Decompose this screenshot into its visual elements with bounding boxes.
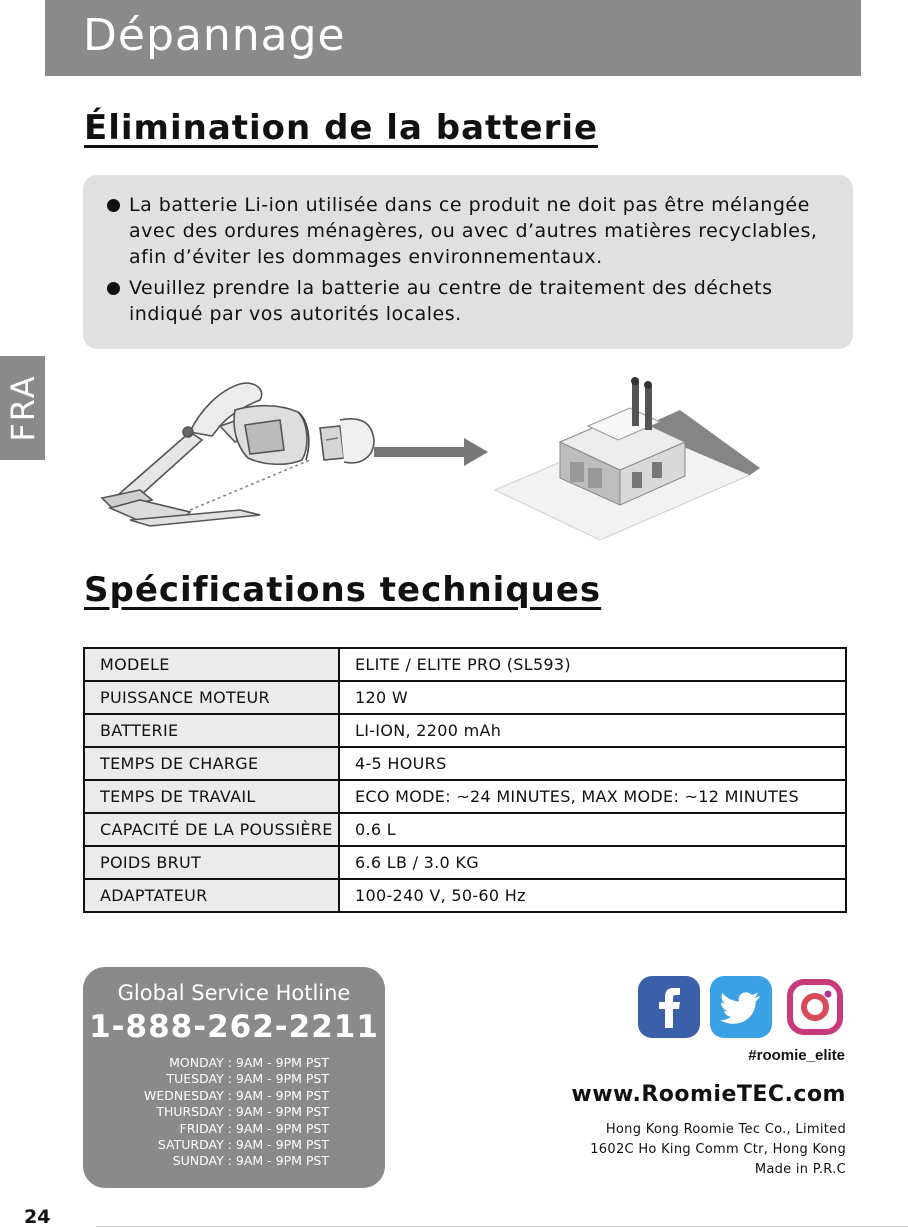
spec-value: 120 W [339, 681, 846, 714]
page-header-bar [45, 0, 861, 76]
language-tab [0, 356, 45, 460]
hotline-phone-number[interactable]: 1-888-262-2211 [89, 1009, 379, 1045]
table-row [84, 879, 846, 912]
hotline-title: Global Service Hotline [117, 981, 351, 1005]
language-tab-label: FRA [3, 374, 42, 442]
battery-section-title: Élimination de la batterie [84, 108, 599, 148]
table-row [84, 846, 846, 879]
hours-line: MONDAY : 9AM - 9PM PST [169, 1055, 329, 1070]
spec-value: 100-240 V, 50-60 Hz [339, 879, 846, 912]
battery-bullet-list [83, 175, 853, 327]
hours-line: THURSDAY : 9AM - 9PM PST [156, 1104, 329, 1120]
address-line: Made in P.R.C [754, 1162, 846, 1177]
spec-value: 0.6 L [339, 813, 846, 846]
battery-info-box [83, 175, 853, 349]
website-link[interactable]: www.RoomieTEC.com [571, 1082, 846, 1107]
bullet-dot-icon [107, 199, 120, 212]
hours-line: TUESDAY : 9AM - 9PM PST [166, 1071, 329, 1087]
hours-line: FRIDAY : 9AM - 9PM PST [179, 1120, 329, 1136]
spec-label: POIDS BRUT [84, 846, 339, 879]
hours-line: WEDNESDAY : 9AM - 9PM PST [144, 1087, 329, 1103]
spec-label: CAPACITÉ DE LA POUSSIÈRE [84, 813, 339, 846]
table-row [84, 714, 846, 747]
hotline-hours [144, 1055, 329, 1170]
page-number: 24 [24, 1206, 51, 1228]
hours-line: SUNDAY : 9AM - 9PM PST [172, 1153, 329, 1169]
bullet-dot-icon [107, 282, 120, 295]
bullet-text: Veuillez prendre la batterie au centre de traitement des déchets indiqué par vos autorités locales. [129, 277, 773, 325]
table-row [84, 780, 846, 813]
battery-bullet-2 [107, 275, 833, 327]
company-address [590, 1120, 846, 1180]
vacuum-battery-removal-illustration [102, 383, 374, 526]
address-line: Hong Kong Roomie Tec Co., Limited [605, 1122, 846, 1137]
table-row [84, 681, 846, 714]
specs-section-title: Spécifications techniques [84, 570, 602, 610]
spec-label: ADAPTATEUR [84, 879, 339, 912]
hashtag: #roomie_elite [748, 1047, 845, 1064]
specs-table [83, 647, 847, 913]
service-hotline-card [83, 967, 385, 1188]
spec-label: MODELE [84, 648, 339, 681]
arrow-right-icon [374, 438, 488, 466]
page-title: Dépannage [83, 10, 346, 61]
spec-label: TEMPS DE TRAVAIL [84, 780, 339, 813]
twitter-icon[interactable] [710, 976, 772, 1038]
battery-bullet-1 [107, 192, 833, 270]
waste-treatment-plant-illustration [495, 377, 760, 540]
table-row [84, 648, 846, 681]
table-row [84, 747, 846, 780]
spec-label: BATTERIE [84, 714, 339, 747]
table-row [84, 813, 846, 846]
spec-value: ECO MODE: ~24 MINUTES, MAX MODE: ~12 MINUTES [339, 780, 846, 813]
spec-value: LI-ION, 2200 mAh [339, 714, 846, 747]
spec-value: ELITE / ELITE PRO (SL593) [339, 648, 846, 681]
spec-label: TEMPS DE CHARGE [84, 747, 339, 780]
instagram-icon[interactable] [784, 976, 846, 1038]
facebook-icon[interactable] [638, 976, 700, 1038]
battery-disposal-illustration [40, 350, 840, 562]
address-line: 1602C Ho King Comm Ctr, Hong Kong [590, 1142, 846, 1157]
footer-divider [96, 1226, 908, 1227]
spec-value: 6.6 LB / 3.0 KG [339, 846, 846, 879]
bullet-text: La batterie Li-ion utilisée dans ce produit ne doit pas être mélangée avec des ordures ménagères, ou avec d’autres matières recyclables, afin d’éviter les dommages environnementaux. [129, 194, 818, 268]
spec-value: 4-5 HOURS [339, 747, 846, 780]
spec-label: PUISSANCE MOTEUR [84, 681, 339, 714]
hours-line: SATURDAY : 9AM - 9PM PST [157, 1137, 329, 1153]
